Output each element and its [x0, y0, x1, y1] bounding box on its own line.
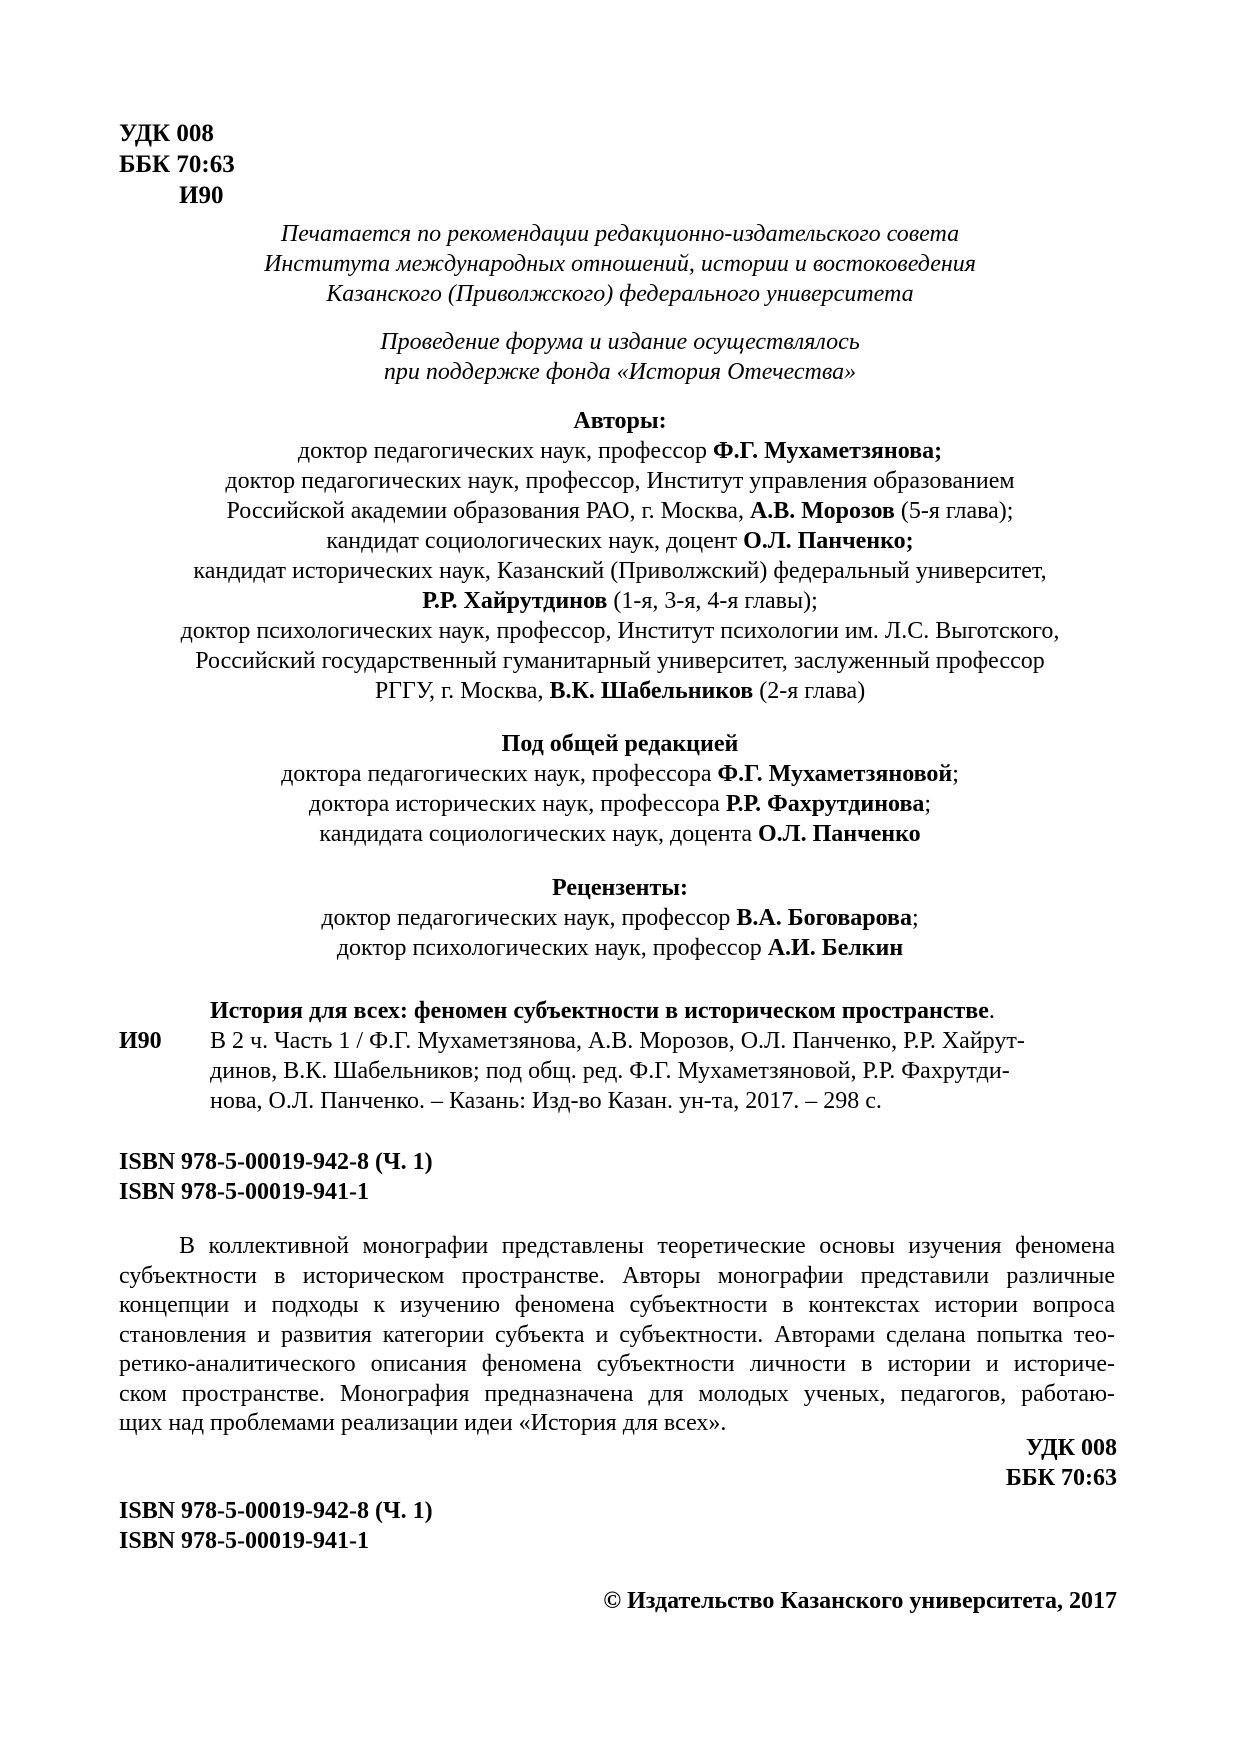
author-name: Р.Р. Хайрутдинов	[422, 588, 608, 614]
isbn-full: ISBN 978-5-00019-941-1	[119, 1528, 369, 1554]
abstract-line: В коллективной монографии представлены теоретические основы изучения феномена	[179, 1233, 1115, 1259]
recommendation-line: Печатается по рекомендации редакционно-издательского совета	[280, 221, 960, 247]
editor-name: Ф.Г. Мухаметзяновой	[717, 761, 953, 787]
editor-name: Р.Р. Фахрутдинова	[725, 791, 925, 817]
recommendation-note	[100, 219, 1140, 309]
editors-heading: Под общей редакцией	[501, 731, 739, 757]
author-name: А.В. Морозов	[749, 498, 895, 524]
isbn-part: ISBN 978-5-00019-942-8 (Ч. 1)	[119, 1149, 433, 1175]
abstract-line: щих над проблемами реализации идеи «История для всех».	[119, 1410, 727, 1436]
bbk-code: ББК 70:63	[119, 151, 235, 178]
bibliography-title-line: История для всех: феномен субъектности в историческом пространстве.	[210, 998, 995, 1024]
author-line: кандидат социологических наук, доцент О.Л. Панченко;	[326, 528, 914, 554]
reviewer-name: В.А. Боговарова	[736, 905, 912, 931]
isbn-block-top	[119, 1147, 433, 1207]
abstract-line: субъектности в историческом пространстве. Авторы монографии представили различные	[119, 1262, 1115, 1289]
editor-line: доктора исторических наук, профессора Р.Р. Фахрутдинова;	[308, 791, 932, 817]
editors-section	[100, 729, 1140, 849]
author-line: доктор педагогических наук, профессор Ф.Г. Мухаметзянова;	[297, 438, 943, 464]
classification-codes	[119, 118, 235, 211]
forum-line: при поддержке фонда «История Отечества»	[383, 359, 857, 385]
bibliographic-record	[210, 996, 1120, 1116]
abstract-line: концепции и подходы к изучению феномена субъектности в контекстах истории вопроса	[119, 1292, 1115, 1318]
abstract-line: становления и развития категории субъекта и субъектности. Авторами сделана попытка тео-	[119, 1321, 1115, 1348]
reviewer-line: доктор педагогических наук, профессор В.А. Боговарова;	[321, 905, 919, 931]
isbn-full: ISBN 978-5-00019-941-1	[119, 1179, 369, 1205]
editor-line: кандидата социологических наук, доцента О.Л. Панченко	[319, 821, 921, 847]
book-title: История для всех: феномен субъектности в историческом пространстве	[210, 998, 989, 1024]
author-line: кандидат исторических наук, Казанский (Приволжский) федеральный университет,	[193, 558, 1047, 584]
abstract	[119, 1232, 1115, 1439]
bibliography-author-mark: И90	[119, 1028, 162, 1054]
bibliography-line: В 2 ч. Часть 1 / Ф.Г. Мухаметзянова, А.В. Морозов, О.Л. Панченко, Р.Р. Хайрут-	[210, 1028, 1025, 1054]
author-line: Российский государственный гуманитарный университет, заслуженный профессор	[195, 648, 1045, 674]
author-name: В.К. Шабельников	[549, 678, 754, 704]
reviewer-name: А.И. Белкин	[767, 935, 904, 961]
authors-heading: Авторы:	[573, 408, 667, 434]
footer-udk-code: УДК 008	[1025, 1435, 1117, 1461]
author-line: доктор педагогических наук, профессор, Институт управления образованием	[225, 468, 1015, 494]
bibliography-line: нова, О.Л. Панченко. – Казань: Изд-во Казан. ун-та, 2017. – 298 с.	[210, 1088, 882, 1114]
author-name: Ф.Г. Мухаметзянова;	[712, 438, 943, 464]
author-name: О.Л. Панченко;	[743, 528, 914, 554]
author-line: Р.Р. Хайрутдинов (1-я, 3-я, 4-я главы);	[422, 588, 818, 614]
author-mark: И90	[179, 182, 224, 209]
bibliography-line: динов, В.К. Шабельников; под общ. ред. Ф.Г. Мухаметзяновой, Р.Р. Фахрутди-	[210, 1058, 1010, 1084]
footer-classification-codes	[1006, 1433, 1117, 1493]
author-line: Российской академии образования РАО, г. Москва, А.В. Морозов (5-я глава);	[226, 498, 1014, 524]
editor-line: доктора педагогических наук, профессора Ф.Г. Мухаметзяновой;	[281, 761, 959, 787]
reviewers-heading: Рецензенты:	[552, 875, 688, 901]
isbn-part: ISBN 978-5-00019-942-8 (Ч. 1)	[119, 1498, 433, 1524]
editor-name: О.Л. Панченко	[758, 821, 921, 847]
author-line: доктор психологических наук, профессор, Институт психологии им. Л.С. Выготского,	[180, 618, 1060, 644]
footer-bbk-code: ББК 70:63	[1005, 1465, 1117, 1491]
isbn-block-bottom	[119, 1496, 433, 1556]
authors-section	[100, 406, 1140, 706]
udk-code: УДК 008	[119, 120, 214, 147]
reviewers-section	[100, 873, 1140, 963]
abstract-line: ском пространстве. Монография предназначена для молодых ученых, педагогов, работаю-	[119, 1380, 1115, 1407]
copyright-notice: © Издательство Казанского университета, 2017	[603, 1588, 1117, 1614]
recommendation-line: Института международных отношений, истории и востоковедения	[264, 251, 976, 277]
reviewer-line: доктор психологических наук, профессор А.И. Белкин	[336, 935, 904, 961]
abstract-line: ретико-аналитического описания феномена субъектности личности в истории и историче-	[119, 1351, 1115, 1377]
author-line: РГГУ, г. Москва, В.К. Шабельников (2-я глава)	[374, 678, 866, 704]
forum-line: Проведение форума и издание осуществлялось	[380, 329, 860, 355]
forum-support-note	[100, 327, 1140, 387]
recommendation-line: Казанского (Приволжского) федерального университета	[326, 281, 914, 307]
